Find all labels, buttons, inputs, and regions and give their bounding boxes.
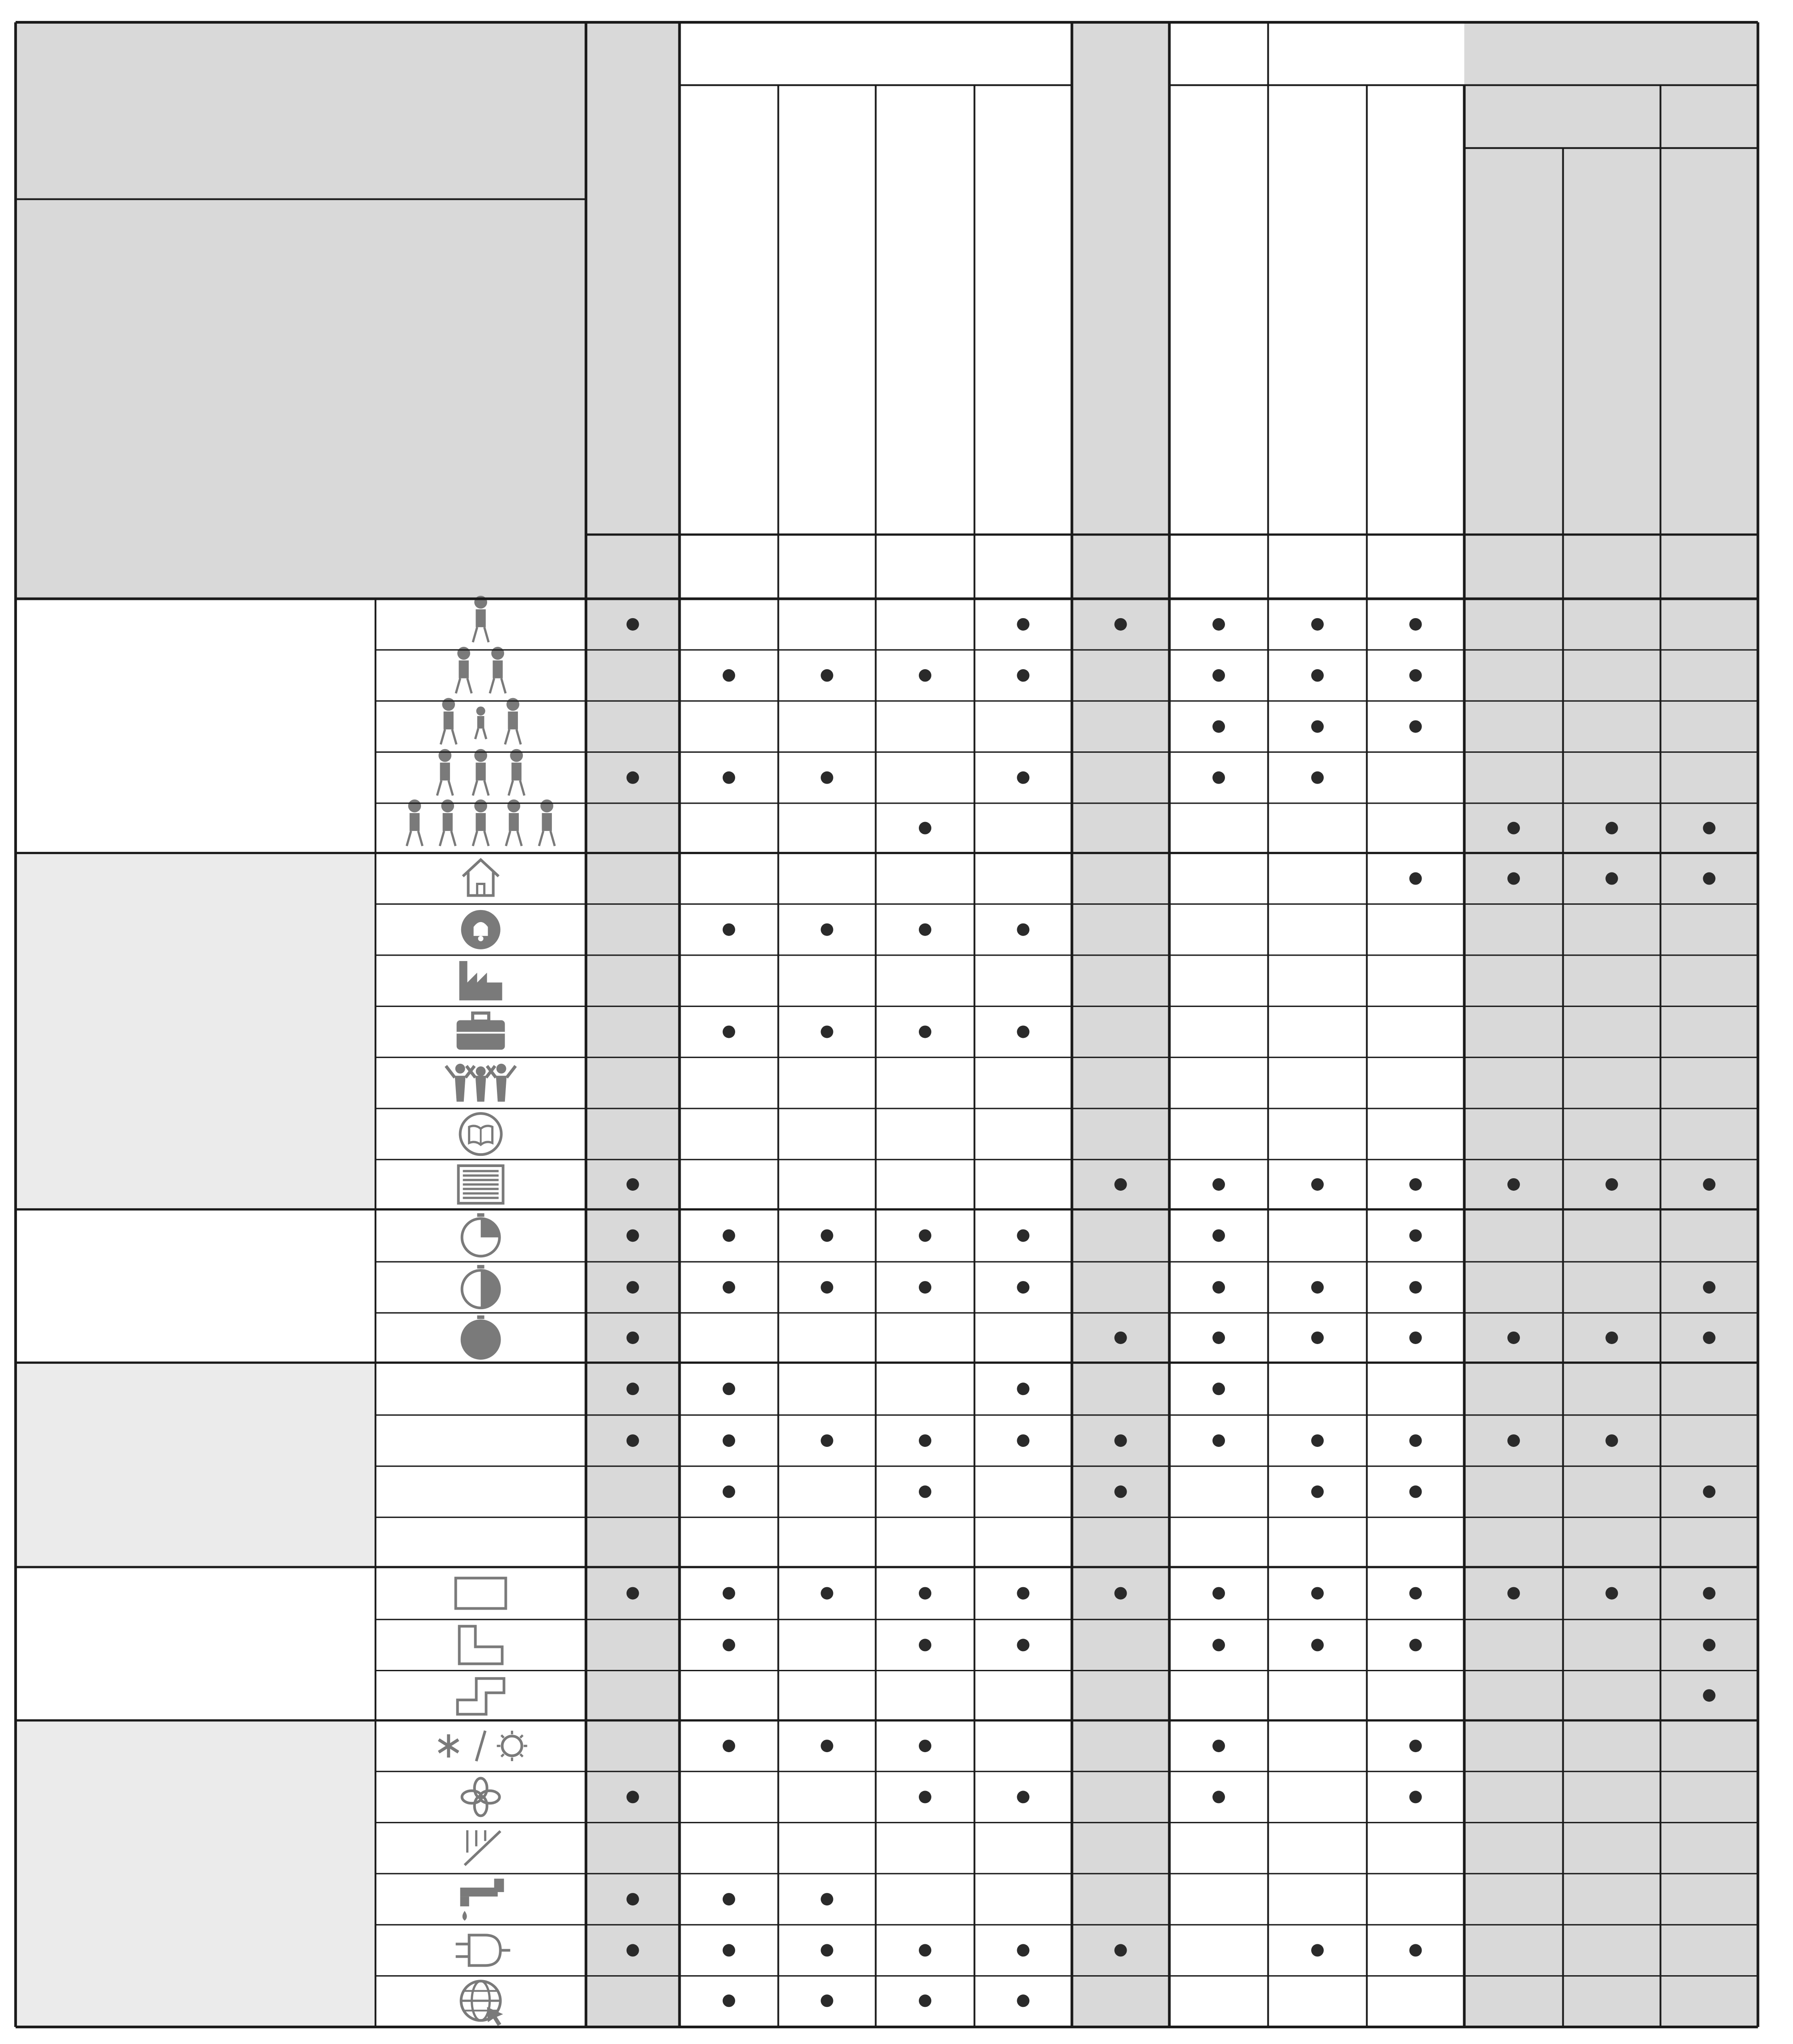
mark-size-3-4.f [1115, 1485, 1127, 1498]
mark-facilities-4-4.b [723, 1893, 735, 1905]
mark-facilities-2-4.i [1409, 1791, 1422, 1803]
mark-facilities-1-4.d [919, 1740, 931, 1752]
mark-recipient-5-4.d [919, 822, 931, 834]
mark-activity-7-4.g [1212, 1178, 1225, 1191]
mark-time-of-use-2-4.d [919, 1281, 931, 1294]
mark-configuration-1-4.l [1507, 1587, 1520, 1600]
heating-cooling-icon [439, 1731, 527, 1761]
mark-facilities-6-4.b [723, 1994, 735, 2007]
mark-size-2-4.c [821, 1434, 833, 1447]
mark-time-of-use-3-4.n [1703, 1332, 1715, 1344]
briefcase-icon [457, 1013, 505, 1049]
mark-recipient-2-4.e [1017, 669, 1029, 682]
mark-time-of-use-1-4.c [821, 1229, 833, 1242]
mark-activity-4-4.e [1017, 1025, 1029, 1038]
mark-recipient-1-4.i [1409, 618, 1422, 631]
grey-column-4.n [1660, 22, 1758, 2027]
mark-activity-4-4.d [919, 1025, 931, 1038]
mark-size-3-4.d [919, 1485, 931, 1498]
mark-recipient-5-4.m [1605, 822, 1618, 834]
mark-recipient-4-4.a [627, 771, 639, 784]
title-block [16, 22, 586, 599]
mark-configuration-1-4.e [1017, 1587, 1029, 1600]
lighting-icon [465, 1830, 501, 1865]
mark-time-of-use-3-4.f [1115, 1332, 1127, 1344]
mark-size-1-4.g [1212, 1382, 1225, 1395]
mark-configuration-3-4.n [1703, 1689, 1715, 1702]
mark-size-3-4.b [723, 1485, 735, 1498]
mark-time-of-use-2-4.i [1409, 1281, 1422, 1294]
mark-activity-7-4.h [1311, 1178, 1324, 1191]
mark-size-1-4.b [723, 1382, 735, 1395]
mark-time-of-use-1-4.d [919, 1229, 931, 1242]
mark-facilities-2-4.e [1017, 1791, 1029, 1803]
alarm-bell-icon [461, 910, 501, 949]
mark-configuration-1-4.b [723, 1587, 735, 1600]
mark-configuration-1-4.m [1605, 1587, 1618, 1600]
mark-configuration-1-4.g [1212, 1587, 1225, 1600]
mark-activity-2-4.e [1017, 923, 1029, 936]
mark-configuration-1-4.i [1409, 1587, 1422, 1600]
mark-size-1-4.e [1017, 1382, 1029, 1395]
single-person-icon [473, 596, 488, 642]
mark-facilities-5-4.a [627, 1944, 639, 1956]
mark-recipient-4-4.h [1311, 771, 1324, 784]
mark-size-2-4.h [1311, 1434, 1324, 1447]
mark-activity-2-4.c [821, 923, 833, 936]
mark-facilities-5-4.b [723, 1944, 735, 1956]
mark-facilities-1-4.g [1212, 1740, 1225, 1752]
mark-size-2-4.d [919, 1434, 931, 1447]
mark-configuration-2-4.i [1409, 1639, 1422, 1651]
five-people-icon [407, 800, 555, 846]
mark-recipient-4-4.c [821, 771, 833, 784]
mark-time-of-use-1-4.a [627, 1229, 639, 1242]
mark-recipient-1-4.g [1212, 618, 1225, 631]
mark-facilities-1-4.i [1409, 1740, 1422, 1752]
group-meeting-icon [446, 1064, 516, 1102]
mark-recipient-4-4.e [1017, 771, 1029, 784]
mark-configuration-1-4.c [821, 1587, 833, 1600]
mark-activity-2-4.d [919, 923, 931, 936]
mark-facilities-1-4.c [821, 1740, 833, 1752]
mark-configuration-2-4.b [723, 1639, 735, 1651]
mark-time-of-use-3-4.g [1212, 1332, 1225, 1344]
electric-plug-icon [456, 1935, 510, 1965]
rectangle-plan-icon [456, 1578, 506, 1609]
mark-facilities-1-4.b [723, 1740, 735, 1752]
three-people-icon [437, 749, 524, 796]
mark-activity-1-4.l [1507, 872, 1520, 885]
half-clock-icon [462, 1265, 500, 1308]
connections-band [1464, 22, 1758, 85]
mark-activity-7-4.n [1703, 1178, 1715, 1191]
mark-facilities-5-4.c [821, 1944, 833, 1956]
mark-recipient-4-4.b [723, 771, 735, 784]
mark-configuration-2-4.n [1703, 1639, 1715, 1651]
mark-recipient-4-4.g [1212, 771, 1225, 784]
mark-facilities-2-4.a [627, 1791, 639, 1803]
mark-facilities-5-4.d [919, 1944, 931, 1956]
mark-time-of-use-3-4.l [1507, 1332, 1520, 1344]
mark-configuration-1-4.n [1703, 1587, 1715, 1600]
mark-facilities-5-4.f [1115, 1944, 1127, 1956]
section-band-1 [16, 853, 375, 1209]
grey-column-4.l [1464, 22, 1563, 2027]
mark-size-2-4.f [1115, 1434, 1127, 1447]
mark-size-3-4.h [1311, 1485, 1324, 1498]
mark-activity-1-4.i [1409, 872, 1422, 885]
mark-recipient-3-4.g [1212, 720, 1225, 733]
mark-size-2-4.g [1212, 1434, 1225, 1447]
mark-recipient-2-4.b [723, 669, 735, 682]
mark-size-2-4.l [1507, 1434, 1520, 1447]
mark-time-of-use-1-4.i [1409, 1229, 1422, 1242]
mark-time-of-use-2-4.e [1017, 1281, 1029, 1294]
mark-recipient-1-4.h [1311, 618, 1324, 631]
section-band-5 [16, 1720, 375, 2026]
mark-recipient-2-4.d [919, 669, 931, 682]
mark-facilities-5-4.h [1311, 1944, 1324, 1956]
mark-activity-7-4.l [1507, 1178, 1520, 1191]
mark-facilities-6-4.c [821, 1994, 833, 2007]
mark-recipient-2-4.g [1212, 669, 1225, 682]
mark-time-of-use-1-4.g [1212, 1229, 1225, 1242]
mark-activity-7-4.m [1605, 1178, 1618, 1191]
grey-column-4.m [1563, 22, 1660, 2027]
ventilation-fan-icon [462, 1778, 500, 1816]
mark-size-2-4.m [1605, 1434, 1618, 1447]
mark-activity-4-4.c [821, 1025, 833, 1038]
mark-recipient-3-4.h [1311, 720, 1324, 733]
mark-time-of-use-2-4.b [723, 1281, 735, 1294]
mark-recipient-1-4.a [627, 618, 639, 631]
mark-facilities-4-4.a [627, 1893, 639, 1905]
section-band-3 [16, 1363, 375, 1567]
mark-recipient-5-4.n [1703, 822, 1715, 834]
full-clock-icon [462, 1315, 500, 1358]
mark-activity-1-4.n [1703, 872, 1715, 885]
mark-configuration-2-4.d [919, 1639, 931, 1651]
water-tap-icon [460, 1879, 504, 1921]
mark-recipient-2-4.h [1311, 669, 1324, 682]
home-icon [463, 860, 499, 896]
internet-globe-icon [461, 1981, 503, 2026]
mark-facilities-2-4.g [1212, 1791, 1225, 1803]
mark-facilities-6-4.e [1017, 1994, 1029, 2007]
mark-recipient-3-4.i [1409, 720, 1422, 733]
mark-time-of-use-2-4.n [1703, 1281, 1715, 1294]
mark-size-3-4.n [1703, 1485, 1715, 1498]
mark-configuration-2-4.g [1212, 1639, 1225, 1651]
mark-configuration-1-4.d [919, 1587, 931, 1600]
mark-activity-2-4.b [723, 923, 735, 936]
mark-activity-1-4.m [1605, 872, 1618, 885]
mark-time-of-use-2-4.a [627, 1281, 639, 1294]
two-people-icon [456, 647, 505, 693]
z-shape-plan-icon [458, 1678, 504, 1714]
mark-time-of-use-1-4.b [723, 1229, 735, 1242]
mark-time-of-use-3-4.h [1311, 1332, 1324, 1344]
mark-facilities-4-4.c [821, 1893, 833, 1905]
factory-icon [459, 961, 502, 1000]
mark-recipient-5-4.l [1507, 822, 1520, 834]
mark-configuration-1-4.a [627, 1587, 639, 1600]
grey-column-4.a [586, 22, 679, 2027]
mark-configuration-2-4.h [1311, 1639, 1324, 1651]
vertical-horizontal-band [1464, 85, 1758, 148]
mark-activity-7-4.a [627, 1178, 639, 1191]
mark-facilities-2-4.d [919, 1791, 931, 1803]
mark-recipient-1-4.e [1017, 618, 1029, 631]
mark-time-of-use-3-4.a [627, 1332, 639, 1344]
grey-column-4.f [1072, 22, 1169, 2027]
lines-icon [459, 1166, 503, 1203]
quarter-clock-icon [462, 1213, 500, 1256]
mark-size-3-4.i [1409, 1485, 1422, 1498]
mark-recipient-2-4.i [1409, 669, 1422, 682]
mark-recipient-1-4.f [1115, 618, 1127, 631]
mark-activity-7-4.i [1409, 1178, 1422, 1191]
mark-size-2-4.b [723, 1434, 735, 1447]
mark-size-1-4.a [627, 1382, 639, 1395]
mark-time-of-use-2-4.g [1212, 1281, 1225, 1294]
mark-facilities-5-4.e [1017, 1944, 1029, 1956]
book-icon [460, 1113, 501, 1155]
mark-size-2-4.a [627, 1434, 639, 1447]
mark-time-of-use-2-4.h [1311, 1281, 1324, 1294]
mark-facilities-5-4.i [1409, 1944, 1422, 1956]
mark-time-of-use-3-4.i [1409, 1332, 1422, 1344]
mark-facilities-6-4.d [919, 1994, 931, 2007]
mark-configuration-1-4.f [1115, 1587, 1127, 1600]
mark-size-2-4.i [1409, 1434, 1422, 1447]
mark-recipient-2-4.c [821, 669, 833, 682]
mark-size-2-4.e [1017, 1434, 1029, 1447]
mark-activity-7-4.f [1115, 1178, 1127, 1191]
mark-time-of-use-2-4.c [821, 1281, 833, 1294]
family-icon [441, 698, 521, 744]
mark-time-of-use-1-4.e [1017, 1229, 1029, 1242]
mark-time-of-use-3-4.m [1605, 1332, 1618, 1344]
mark-configuration-1-4.h [1311, 1587, 1324, 1600]
l-shape-plan-icon [459, 1626, 502, 1664]
mark-activity-4-4.b [723, 1025, 735, 1038]
mark-configuration-2-4.e [1017, 1639, 1029, 1651]
